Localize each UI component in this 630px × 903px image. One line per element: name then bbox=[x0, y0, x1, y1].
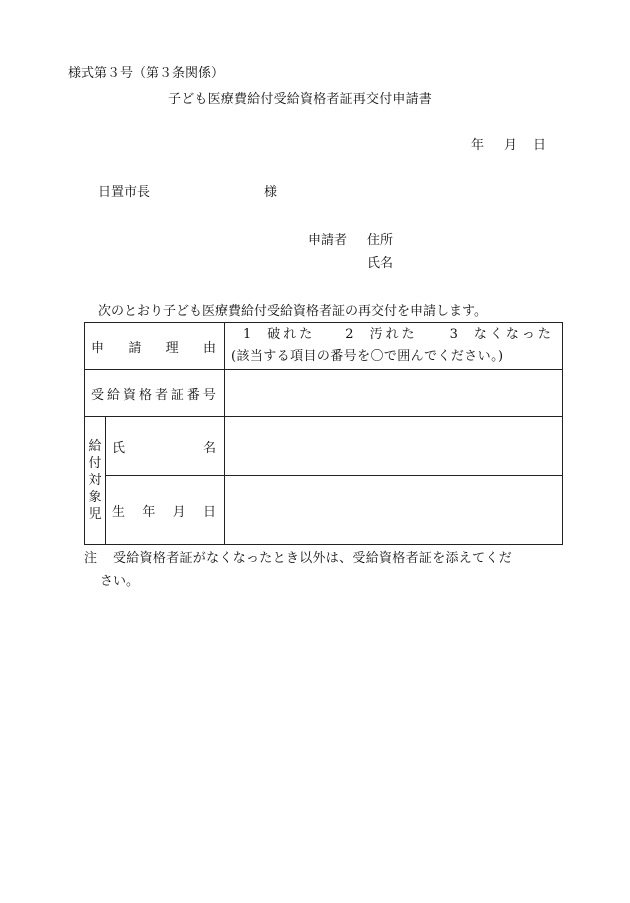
note-text-line2: さい。 bbox=[100, 574, 140, 589]
cert-number-row bbox=[85, 370, 563, 417]
child-birthdate-row bbox=[85, 476, 563, 545]
child-name-char: 氏 bbox=[112, 441, 126, 456]
cert-number-char: 給 bbox=[106, 387, 120, 403]
cert-number-char: 格 bbox=[138, 387, 152, 403]
cert-number-char: 号 bbox=[202, 387, 216, 403]
request-sentence: 次のとおり子ども医療費給付受給資格者証の再交付を申請します。 bbox=[98, 304, 487, 319]
child-name-label-cell bbox=[106, 417, 225, 476]
cert-number-char: 番 bbox=[186, 387, 200, 403]
child-name-input-cell[interactable] bbox=[225, 417, 563, 476]
reason-option-number[interactable]: 2 bbox=[345, 327, 354, 342]
addressee-name: 日置市長 bbox=[98, 185, 151, 200]
cert-number-char: 者 bbox=[154, 387, 168, 403]
applicant-name-label: 氏名 bbox=[367, 256, 394, 271]
child-group-char: 象 bbox=[88, 490, 102, 505]
reason-option-text: なくなった bbox=[473, 327, 554, 342]
cert-number-input-cell[interactable] bbox=[225, 370, 563, 417]
cert-number-char: 証 bbox=[170, 387, 184, 403]
cert-number-label-cell bbox=[85, 370, 225, 417]
form-number: 様式第３号（第３条関係） bbox=[68, 66, 225, 81]
reason-options-cell[interactable] bbox=[225, 323, 563, 370]
child-birthdate-char: 年 bbox=[142, 504, 156, 520]
child-birthdate-char: 生 bbox=[112, 504, 126, 520]
reason-label-char: 理 bbox=[165, 340, 179, 356]
note-text-line1: 受給資格者証がなくなったとき以外は、受給資格者証を添えてくだ bbox=[113, 551, 513, 566]
reason-label-char: 申 bbox=[91, 340, 105, 356]
child-group-char: 給 bbox=[88, 439, 102, 454]
note-label: 注 bbox=[84, 551, 98, 566]
child-birthdate-char: 月 bbox=[172, 504, 186, 520]
child-group-char: 対 bbox=[88, 473, 102, 488]
child-name-row bbox=[85, 417, 563, 476]
child-birthdate-char: 日 bbox=[202, 504, 216, 520]
reason-label-char: 由 bbox=[202, 340, 216, 356]
date-month-label: 月 bbox=[504, 138, 518, 153]
application-table bbox=[84, 322, 563, 545]
addressee-suffix: 様 bbox=[264, 185, 278, 200]
reason-row bbox=[85, 323, 563, 370]
reason-instruction: (該当する項目の番号を〇で囲んでください。) bbox=[231, 349, 504, 364]
cert-number-char: 資 bbox=[122, 387, 136, 403]
cert-number-char: 受 bbox=[91, 387, 105, 403]
reason-options bbox=[231, 324, 556, 346]
child-group-char: 付 bbox=[88, 456, 102, 471]
date-year-label: 年 bbox=[471, 138, 485, 153]
child-group-char: 児 bbox=[88, 507, 102, 522]
reason-option-number[interactable]: 1 bbox=[243, 327, 252, 342]
date-day-label: 日 bbox=[533, 138, 547, 153]
reason-option-number[interactable]: 3 bbox=[449, 327, 458, 342]
reason-label-char: 請 bbox=[128, 340, 142, 356]
child-birthdate-input-cell[interactable] bbox=[225, 476, 563, 545]
child-name-char: 名 bbox=[202, 441, 216, 456]
applicant-label: 申請者 bbox=[308, 233, 348, 248]
reason-label-cell bbox=[85, 323, 225, 370]
document-title: 子ども医療費給付受給資格者証再交付申請書 bbox=[168, 92, 433, 107]
applicant-address-label: 住所 bbox=[367, 233, 394, 248]
reason-option-text: 破れた bbox=[267, 327, 316, 342]
child-group-cell bbox=[85, 417, 106, 545]
child-birthdate-label-cell bbox=[106, 476, 225, 545]
reason-option-text: 汚れた bbox=[369, 327, 418, 342]
